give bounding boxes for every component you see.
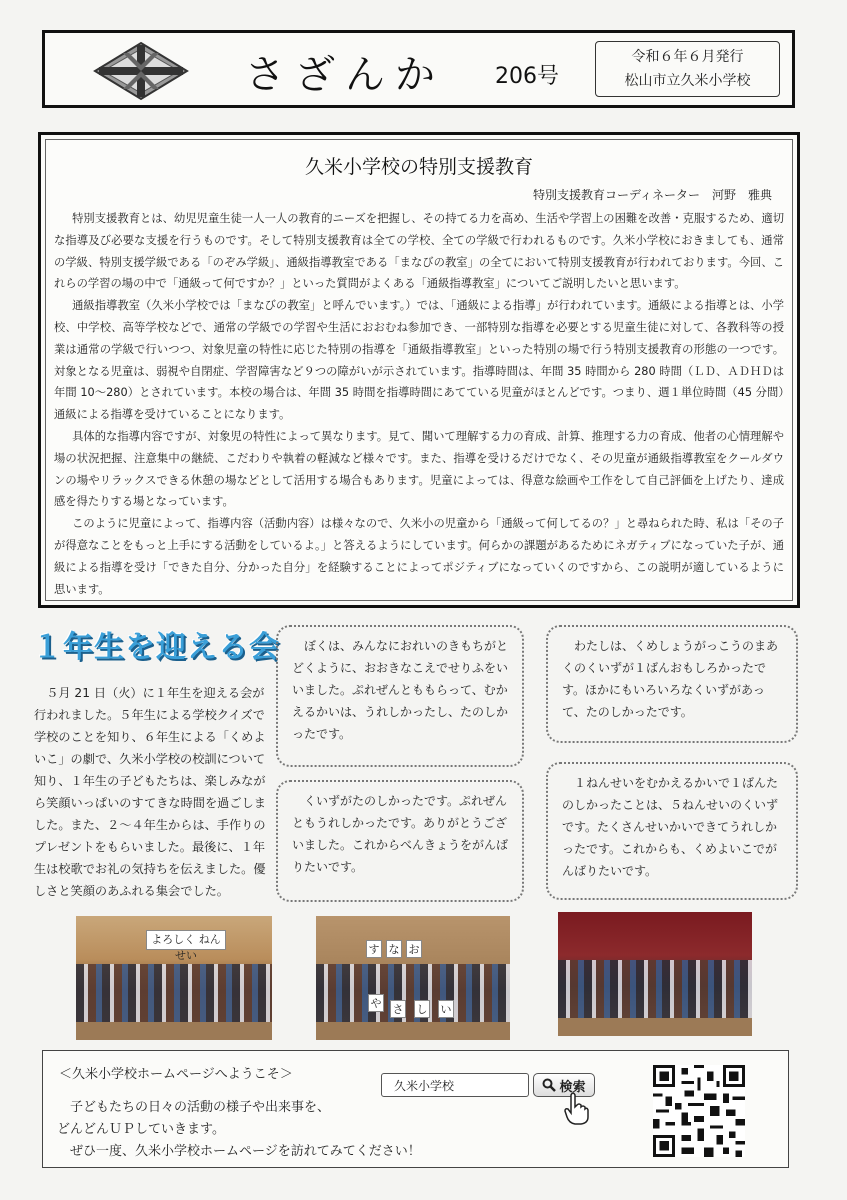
message-text: くいずがたのしかったです。ぷれぜんともうれしかったです。ありがとうございました。これからべんきょうをがんばりたいです。 <box>292 794 509 874</box>
photo-sign: よろしく ねんせい <box>146 930 226 950</box>
welcome-paragraph: ５月 21 日（火）に１年生を迎える会が行われました。５年生による学校クイズで学校のことを知り、６年生による「くめよいこ」の劇で、久米小学校の校訓について知り、１年生の子どもたちは、楽しみながら笑顔いっぱいのすてきな時間を過ごしました。また、２～４年生からは、手作りのプレゼントをもらいました。最後に、１年生は校歌でお礼の気持ちを伝えました。優しさと笑顔のあふれる集会でした。 <box>34 686 266 898</box>
student-message <box>546 625 798 743</box>
student-message <box>546 762 798 900</box>
article-body <box>54 208 784 600</box>
article-paragraph: 特別支援教育とは、幼児児童生徒一人一人の教育的ニーズを把握し、その持てる力を高め、生活や学習上の困難を改善・克服するため、適切な指導及び必要な支援を行うものです。そして特別支援教育は全ての学校、全ての学級で行われるものです。久米小学校におきましても、通常の学級、特別支援学級である「のぞみ学級」、通級指導教室である「まなびの教室」の全てにおいて特別支援教育が行われております。今回、これらの学習の場の中で「通級って何ですか？」といった質問がよくある「通級指導教室」についてご説明したいと思います。 <box>54 212 784 291</box>
search-button-label: 検索 <box>559 1079 586 1095</box>
school-name: 松山市立久米小学校 <box>624 73 751 89</box>
message-text: １ねんせいをむかえるかいで１ばんたのしかったことは、５ねんせいのくいずです。たくさんせいかいできてうれしかったです。これからも、くめよいこでがんばりたいです。 <box>562 776 779 878</box>
article-frame <box>45 139 793 601</box>
footer-heading: ＜久米小学校ホームページへようこそ＞ <box>59 1067 293 1082</box>
search-icon <box>542 1078 556 1092</box>
message-text: わたしは、くめしょうがっこうのまあくのくいずが１ばんおもしろかったです。ほかにもいろいろなくいずがあって、たのしかったです。 <box>562 639 779 719</box>
message-text: ぼくは、みんなにおれいのきもちがとどくように、おおきなこえでせりふをいいました。ぷれぜんとももらって、むかえるかいは、うれしかったし、たのしかったです。 <box>292 639 509 741</box>
event-photo <box>558 912 752 1036</box>
article-paragraph: 具体的な指導内容ですが、対象児の特性によって異なります。見て、聞いて理解する力の育成、計算、推理する力の育成、他者の心情理解や場の状況把握、注意集中の継続、こだわりや執着の軽減など様々です。また、指導を受けるだけでなく、その児童が通級指導教室をクールダウンの場やリラックスできる休憩の場などとして活用する場合もあります。児童によっては、得意な絵画や工作をして自己評価を上げたり、達成感を得たりする場となっています。 <box>54 429 784 509</box>
photo-crowd <box>76 964 272 1024</box>
photo-sign: さ <box>390 1000 406 1018</box>
event-photo <box>76 916 272 1040</box>
school-emblem-icon <box>93 41 189 101</box>
publication-box <box>595 41 780 97</box>
welcome-title: １年生を迎える会 <box>32 630 280 665</box>
photo-sign: や <box>368 994 384 1012</box>
article-author: 特別支援教育コーディネーター 河野 雅典 <box>532 188 772 202</box>
qr-code-icon <box>653 1065 745 1157</box>
photo-floor <box>316 1022 510 1040</box>
article-paragraph: このように児童によって、指導内容（活動内容）は様々なので、久米小の児童から「通級って何してるの？」と尋ねられた時、私は「その子が得意なことをもっと上手にする活動をしているよ。」と答えるようにしています。何らかの課題があるためにネガティブになっていた子が、通級による指導を受け「できた自分、分かった自分」を経験することによってポジティブになっていくのですから、この説明が適しているように思います。 <box>54 517 784 596</box>
article-title: 久米小学校の特別支援教育 <box>304 156 533 178</box>
newsletter-title: さざんか <box>245 52 445 98</box>
main-article <box>38 132 800 608</box>
search-input[interactable]: 久米小学校 <box>381 1073 529 1097</box>
photo-sign: す <box>366 940 382 958</box>
pointer-hand-icon <box>561 1091 591 1125</box>
photo-sign: い <box>438 1000 454 1018</box>
photo-floor <box>76 1022 272 1040</box>
student-message <box>276 625 524 767</box>
footer-line: 子どもたちの日々の活動の様子や出来事を、 <box>70 1100 331 1115</box>
footer-line: ぜひ一度、久米小学校ホームページを訪れてみてください！ <box>70 1144 421 1159</box>
welcome-body <box>34 682 268 902</box>
photo-sign: な <box>386 940 402 958</box>
article-paragraph: 通級指導教室（久米小学校では「まなびの教室」と呼んでいます。）では、「通級による指導」が行われています。通級による指導とは、小学校、中学校、高等学校などで、通常の学級での学習や生活におおむね参加でき、一部特別な指導を必要とする児童生徒に対して、各教科等の授業は通常の学級で行いつつ、対象児童の特性に応じた特別の指導を「通級指導教室」といった特別の場で行う特別支援教育の形態の一つです。対象となる児童は、弱視や自閉症、学習障害など９つの障がいが示されています。指導時間は、年間 35 時間から 280 時間（ＬＤ、ＡＤＨＤは年間 10～280）とされています。本校の場合は、年間 35 時間を指導時間にあてている児童がほとんどです。つまり、週１単位時間（45 分間）通級による指導を受けていることになります。 <box>54 299 784 422</box>
homepage-footer <box>42 1050 789 1168</box>
photo-sign: し <box>414 1000 430 1018</box>
photo-crowd <box>316 964 510 1024</box>
newsletter-header <box>42 30 795 108</box>
footer-line: どんどんＵＰしていきます。 <box>57 1122 225 1137</box>
photo-floor <box>558 1018 752 1036</box>
photo-sign: お <box>406 940 422 958</box>
student-message <box>276 780 524 902</box>
event-photo <box>316 916 510 1040</box>
publication-date: 令和６年６月発行 <box>631 49 744 65</box>
issue-number: 206号 <box>495 64 559 89</box>
photo-crowd <box>558 960 752 1020</box>
footer-body <box>57 1097 421 1163</box>
